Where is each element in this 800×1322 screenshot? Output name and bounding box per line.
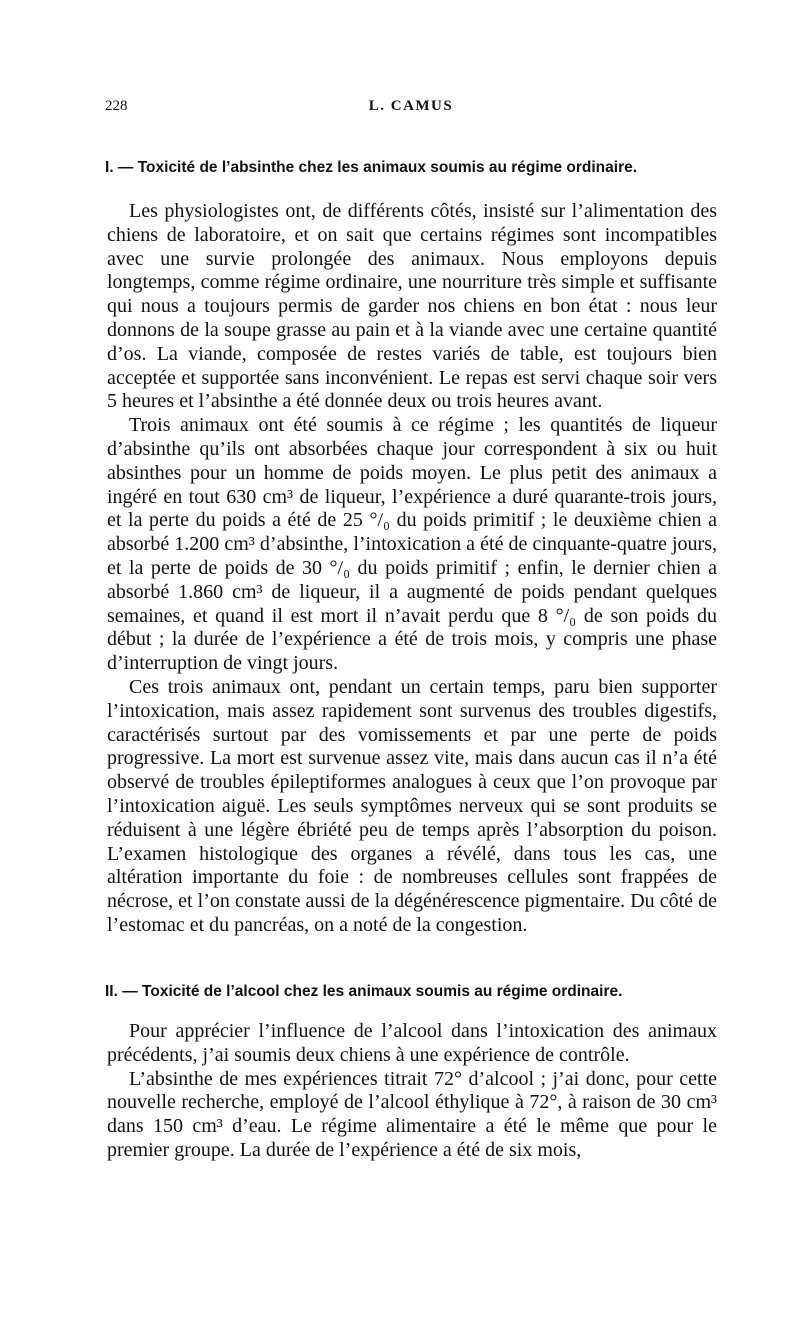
paragraph: Trois animaux ont été soumis à ce régime ; les quantités de liqueur d’absinthe qu’ils ont absorbées chaque jour correspondent à six ou huit absinthes pour un homme de poids moyen. Le plus petit des animaux a ingéré en tout 630 cm³ de liqueur, l’expérience a duré quarante-trois jours, et la perte du poids a été de 25 °/₀ du poids primitif ; le deuxième chien a absorbé 1.200 cm³ d’absinthe, l’intoxication a été de cinquante-quatre jours, et la perte de poids de 30 °/₀ du poids primitif ; enfin, le dernier chien a absorbé 1.860 cm³ de liqueur, il a augmenté de poids pendant quelques semaines, et quand il est mort il n’avait perdu que 8 °/₀ de son poids du début ; la durée de l’expérience a été de trois mois, y compris une phase d’interruption de vingt jours. [107,414,717,675]
section-1-body [107,200,717,938]
running-title: L. CAMUS [368,98,454,114]
paragraph: L’absinthe de mes expériences titrait 72° d’alcool ; j’ai donc, pour cette nouvelle recherche, employé de l’alcool éthylique à 72°, à raison de 30 cm³ dans 150 cm³ d’eau. Le régime alimentaire a été le même que pour le premier groupe. La durée de l’expérience a été de six mois, [107,1067,717,1161]
section-heading-1: I. — Toxicité de l’absinthe chez les animaux soumis au régime ordinaire. [105,159,638,176]
paragraph: Les physiologistes ont, de différents côtés, insisté sur l’alimentation des chiens de laboratoire, et on sait que certains régimes sont incompatibles avec une survie prolongée des animaux. Nous employons depuis longtemps, comme régime ordinaire, une nourriture très simple et suffisante qui nous a toujours permis de garder nos chiens en bon état : nous leur donnons de la soupe grasse au pain et à la viande avec une certaine quantité d’os. La viande, composée de restes variés de table, est toujours bien acceptée et supportée sans inconvénient. Le repas est servi chaque soir vers 5 heures et l’absinthe a été donnée deux ou trois heures avant. [107,200,717,413]
section-2-body [107,1020,717,1163]
running-header [105,98,717,122]
section-heading-2: II. — Toxicité de l’alcool chez les animaux soumis au régime ordinaire. [105,983,623,1000]
page-number: 228 [105,98,128,114]
paragraph: Pour apprécier l’influence de l’alcool dans l’intoxication des animaux précédents, j’ai soumis deux chiens à une expérience de contrôle. [107,1020,717,1066]
paragraph: Ces trois animaux ont, pendant un certain temps, paru bien supporter l’intoxication, mais assez rapidement sont survenus des troubles digestifs, caractérisés surtout par des vomissements et par une perte de poids progressive. La mort est survenue assez vite, mais dans aucun cas il n’a été observé de troubles épileptiformes analogues à ceux que l’on provoque par l’intoxication aiguë. Les seuls symptômes nerveux qui se sont produits se réduisent à une légère ébriété peu de temps après l’absorption du poison. L’examen histologique des organes a révélé, dans tous les cas, une altération importante du foie : de nombreuses cellules sont frappées de nécrose, et l’on constate aussi de la dégénérescence pigmentaire. Du côté de l’estomac et du pancréas, on a noté de la congestion. [107,675,717,936]
